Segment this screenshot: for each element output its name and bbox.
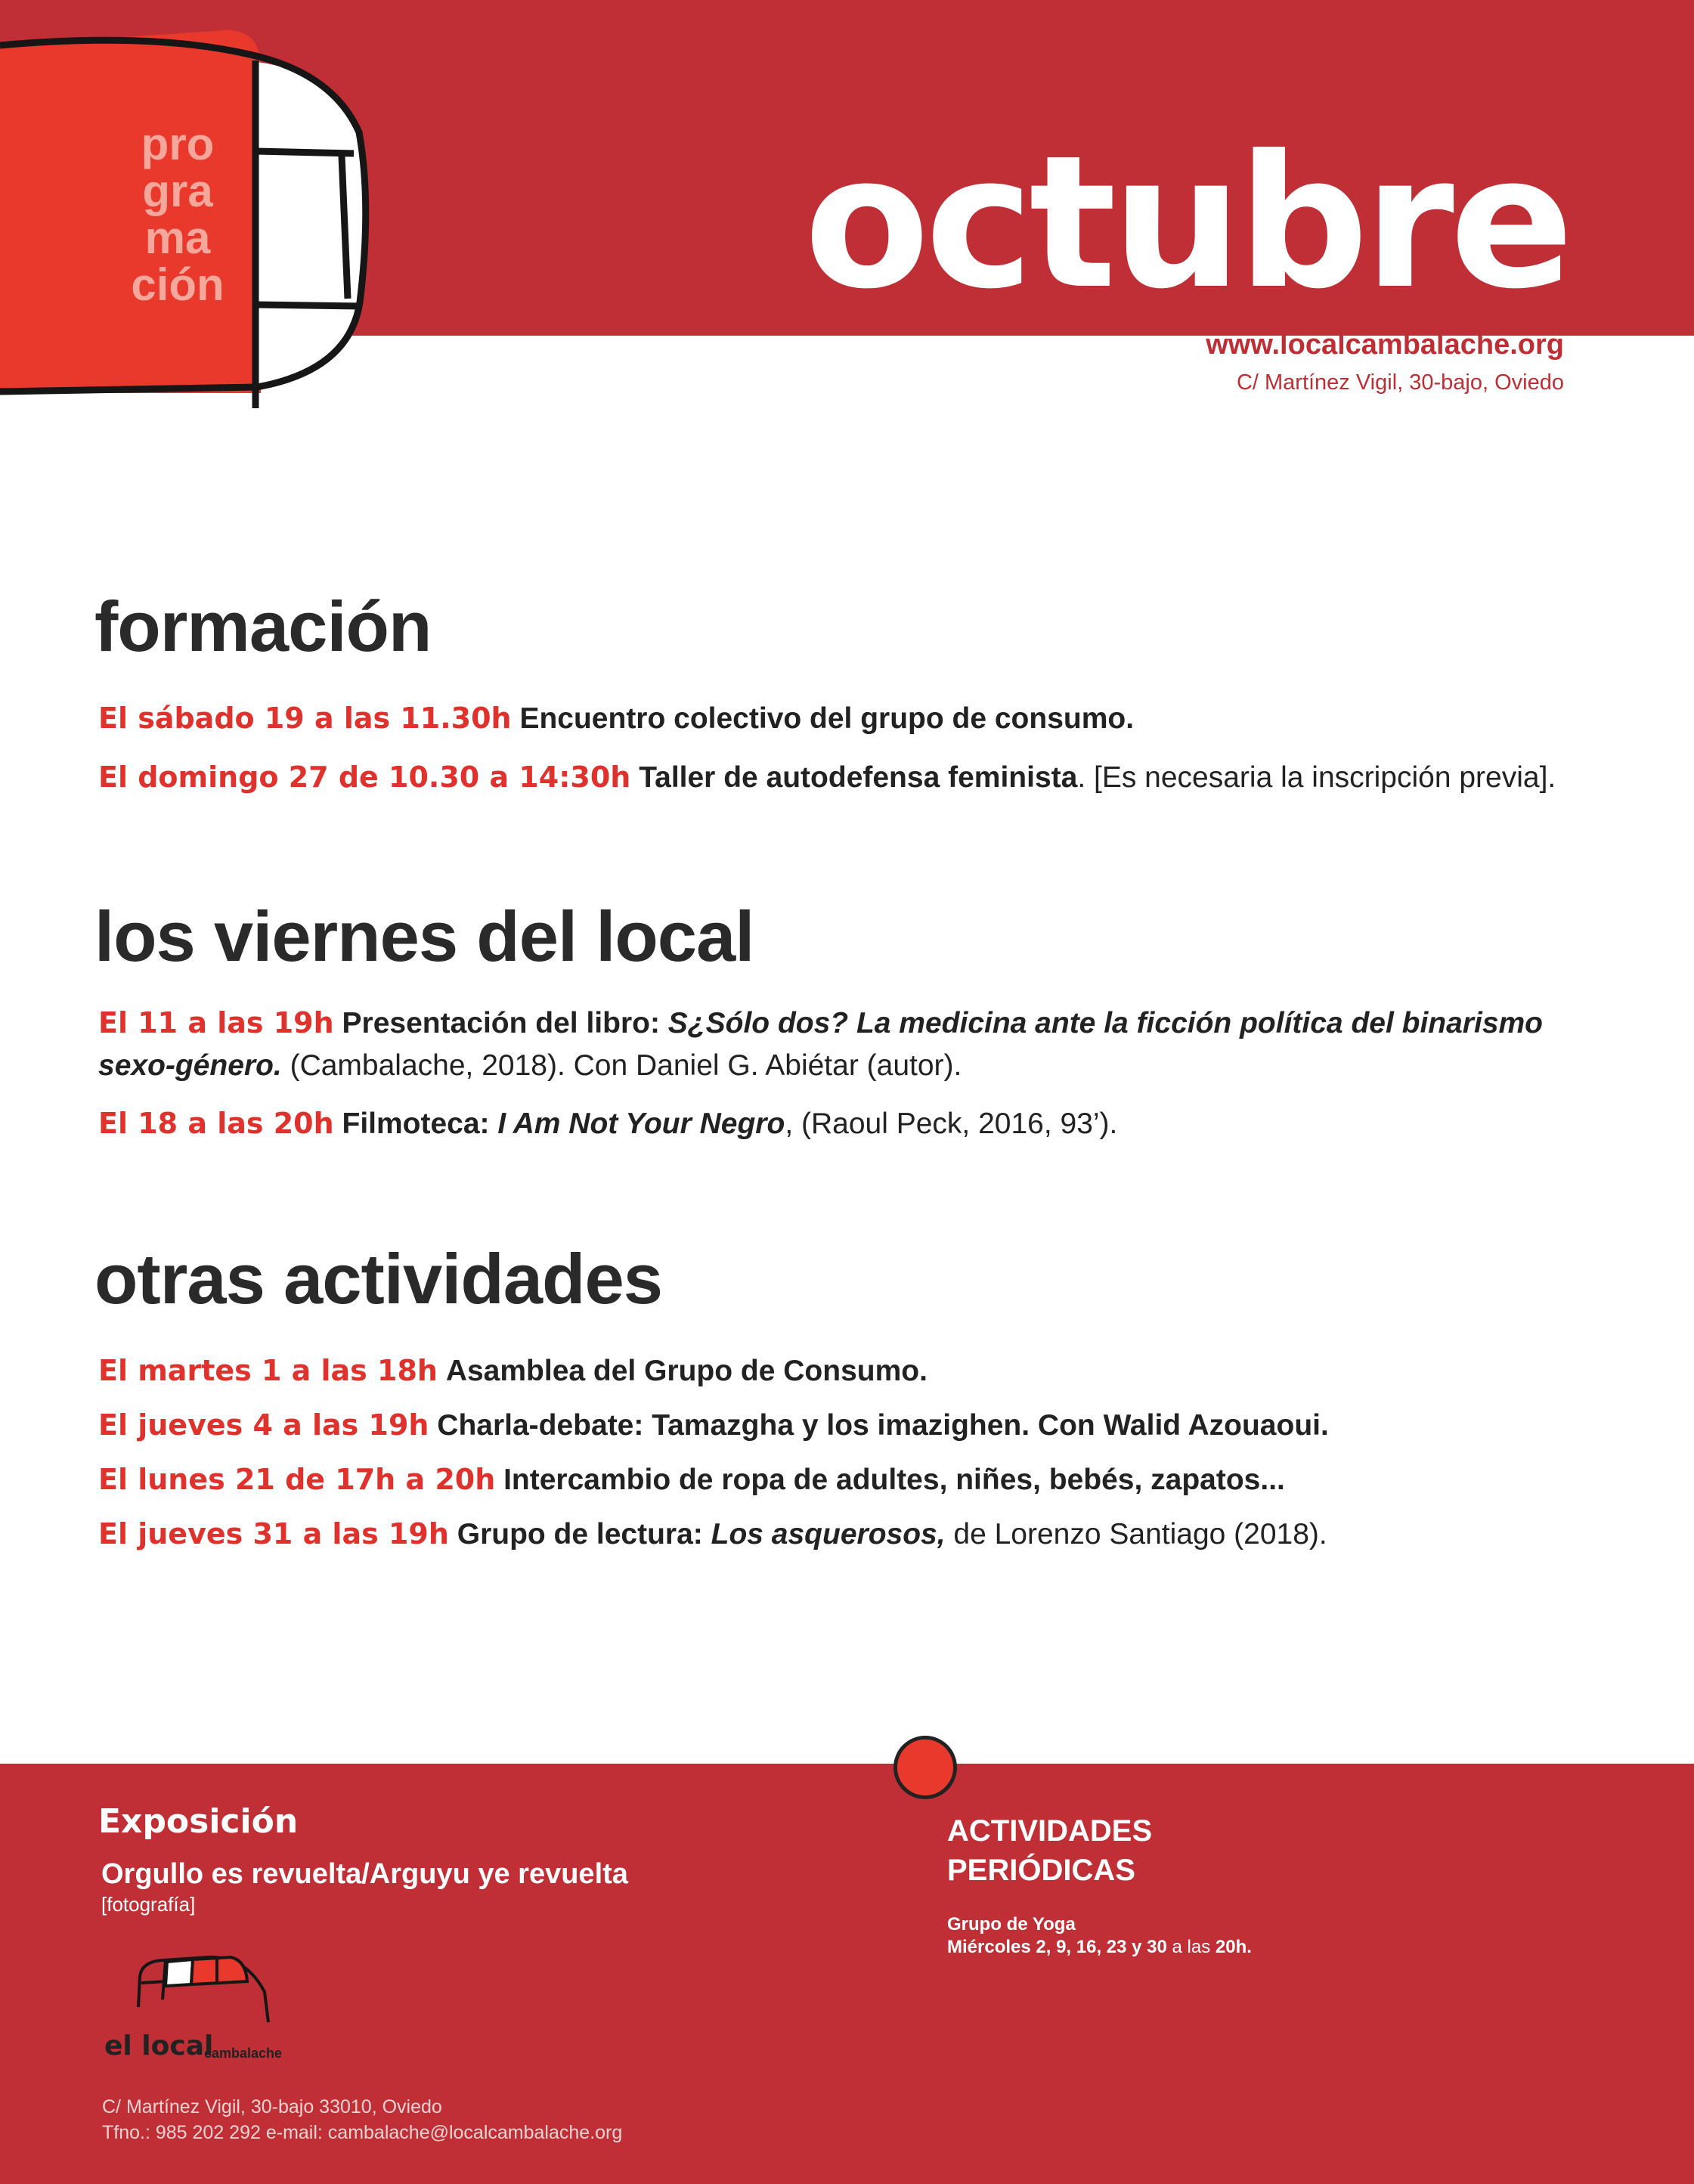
exhibition-title: Exposición [98,1802,299,1841]
event-what: Intercambio de ropa de adultes, niñes, bebés, zapatos... [503,1464,1285,1496]
event-book-title: Los asquerosos, [711,1518,946,1550]
event-item [98,1404,1610,1447]
logo-word-line: gra [142,166,213,216]
periodic-activities-title [947,1811,1152,1890]
logo-word-line: pro [141,119,215,169]
red-dot-icon [893,1736,957,1799]
event-item [98,1458,1610,1501]
event-what: Charla-debate: Tamazgha y los imazighen. Con Walid Azouaoui. [437,1409,1329,1442]
event-what: Presentación del libro: [342,1007,660,1039]
event-what: Encuentro colectivo del grupo de consumo. [519,702,1135,735]
event-what: Taller de autodefensa feminista [639,761,1078,794]
logo-word-line: ma [144,212,211,263]
programacion-word [113,121,242,308]
event-when: El 18 a las 20h [98,1107,334,1140]
event-item [98,1002,1595,1087]
section-title-formacion: formación [94,587,432,666]
footer-address: C/ Martínez Vigil, 30-bajo 33010, Oviedo [102,2096,442,2117]
event-item [98,1349,1610,1392]
event-item [98,697,1610,740]
section-title-otras: otras actividades [94,1239,663,1318]
yoga-time: 20h. [1215,1937,1252,1957]
brand-name: el local [104,2031,214,2062]
event-item [98,1102,1610,1145]
event-when: El 11 a las 19h [98,1006,334,1039]
periodic-title-line: ACTIVIDADES [947,1814,1153,1848]
event-when: El sábado 19 a las 11.30h [98,702,512,735]
exhibition-name: Orgullo es revuelta/Arguyu ye revuelta [101,1858,628,1890]
month-title: octubre [804,116,1569,330]
footer-contact [102,2094,622,2145]
event-note: de Lorenzo Santiago (2018). [945,1518,1327,1550]
periodic-title-line: PERIÓDICAS [947,1854,1135,1887]
event-when: El lunes 21 de 17h a 20h [98,1463,496,1496]
yoga-title: Grupo de Yoga [947,1914,1076,1935]
yoga-connector: a las [1166,1937,1216,1957]
event-what: Asamblea del Grupo de Consumo. [445,1355,928,1387]
yoga-days: Miércoles 2, 9, 16, 23 y 30 [947,1937,1167,1957]
event-note: , (Raoul Peck, 2016, 93’). [785,1107,1118,1140]
event-what: Grupo de lectura: [457,1518,703,1550]
event-book-title: S¿Sólo dos? La medicina ante la ficción política del binarismo sexo-género. [98,1007,1544,1082]
brand-subname: cambalache [204,2046,283,2061]
event-when: El jueves 31 a las 19h [98,1517,449,1550]
event-when: El martes 1 a las 18h [98,1354,438,1387]
event-note: . [Es necesaria la inscripción previa]. [1077,761,1556,794]
logo-word-line: ción [131,259,225,310]
local-logo-icon [132,1939,276,2030]
event-item [98,1513,1610,1556]
yoga-schedule [947,1937,1252,1958]
header-address: C/ Martínez Vigil, 30-bajo, Oviedo [1236,370,1564,395]
event-when: El jueves 4 a las 19h [98,1408,429,1442]
event-when: El domingo 27 de 10.30 a 14:30h [98,761,631,794]
event-note: (Cambalache, 2018). Con Daniel G. Abiétar (autor). [281,1049,962,1082]
section-title-viernes: los viernes del local [94,897,754,976]
event-item [98,756,1610,799]
footer-phone-email: Tfno.: 985 202 292 e-mail: cambalache@localcambalache.org [102,2122,623,2143]
event-film-title: I Am Not Your Negro [497,1107,785,1140]
exhibition-kind: [fotografía] [101,1893,196,1916]
event-what: Filmoteca: [342,1107,490,1140]
website-link[interactable]: www.localcambalache.org [1206,329,1564,361]
